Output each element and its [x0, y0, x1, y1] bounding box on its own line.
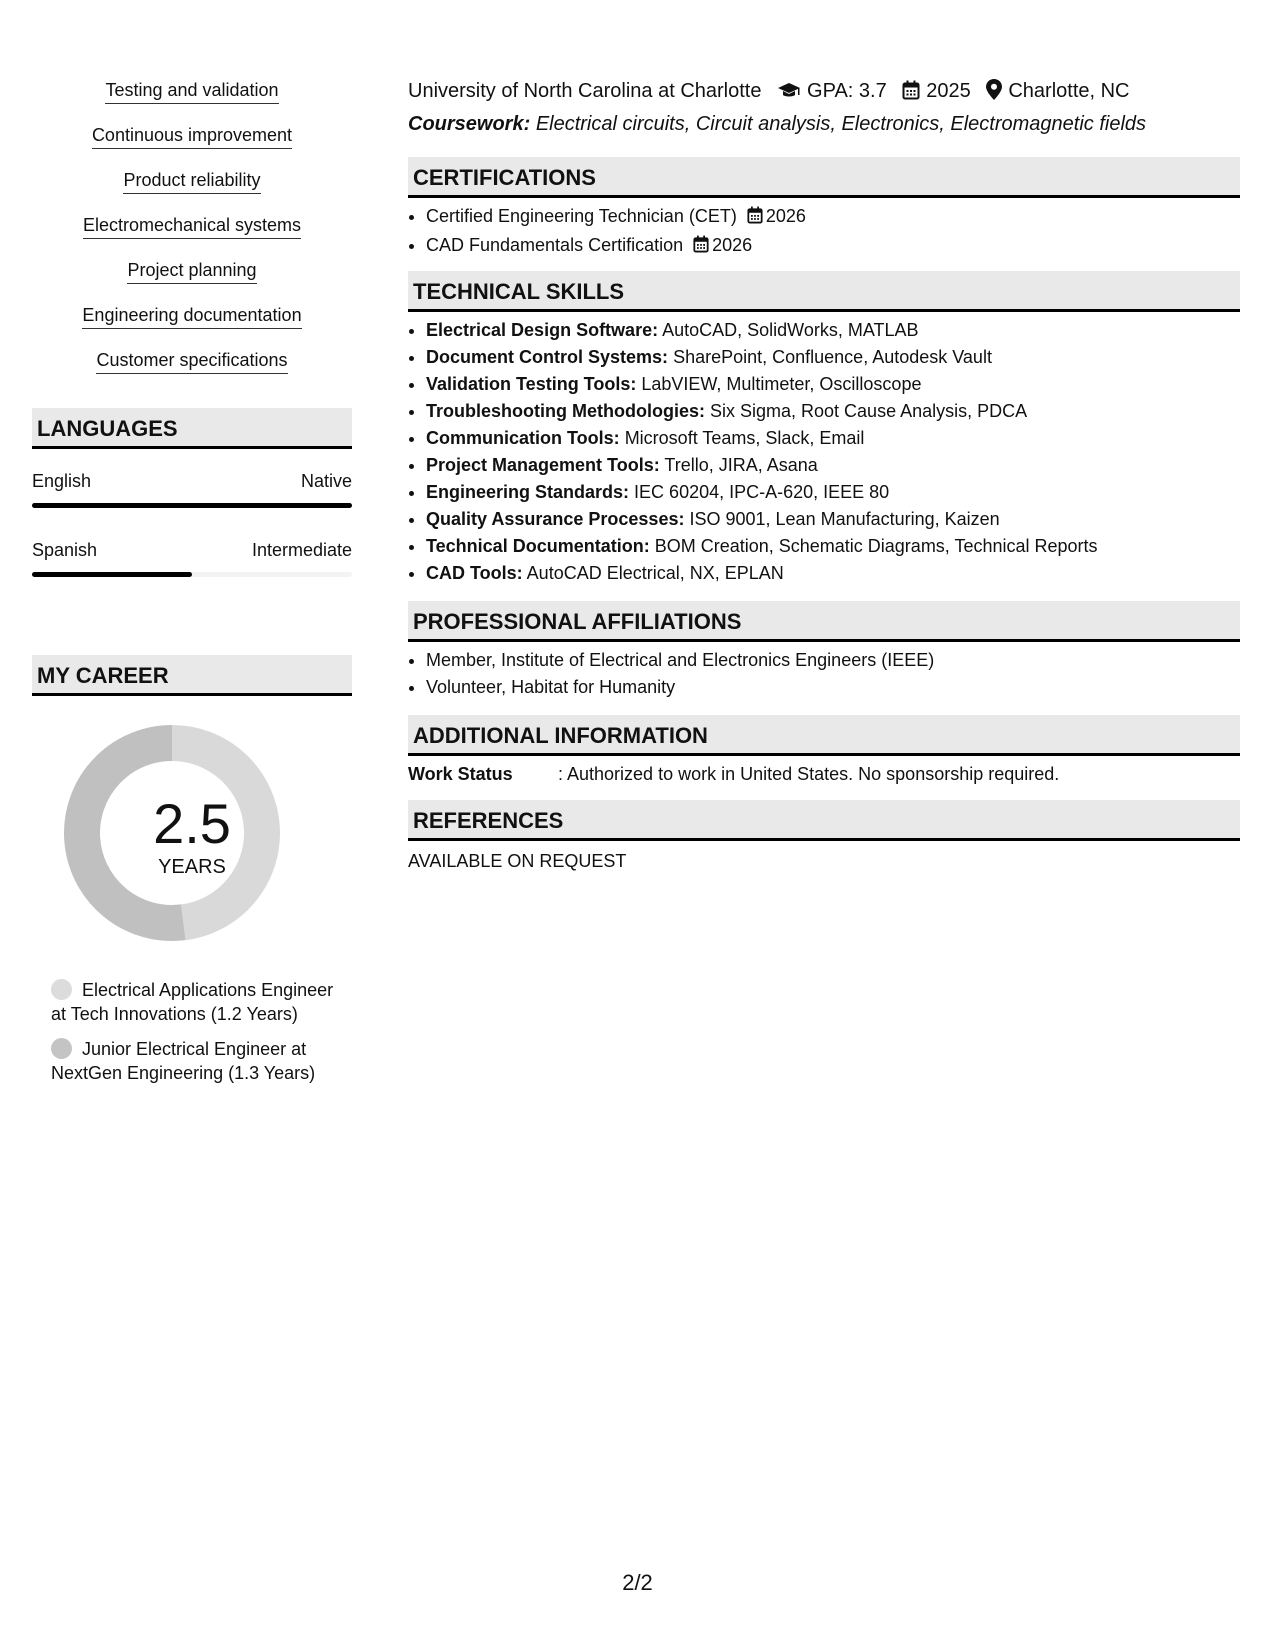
- languages-heading: LANGUAGES: [32, 408, 352, 449]
- technical-skill-item: • Electrical Design Software: AutoCAD, SolidWorks, MATLAB: [426, 317, 1240, 344]
- certifications-heading: CERTIFICATIONS: [408, 157, 1240, 198]
- calendar-icon: [902, 80, 920, 107]
- coursework-label: Coursework:: [408, 113, 531, 135]
- technical-skill-item: • Validation Testing Tools: LabVIEW, Multimeter, Oscilloscope: [426, 371, 1240, 398]
- legend-dot: [51, 979, 72, 1000]
- skill-item: Continuous improvement: [32, 123, 352, 149]
- technical-skill-item: • CAD Tools: AutoCAD Electrical, NX, EPLAN: [426, 560, 1240, 587]
- technical-skill-item: • Document Control Systems: SharePoint, Confluence, Autodesk Vault: [426, 344, 1240, 371]
- technical-skill-item: • Troubleshooting Methodologies: Six Sigma, Root Cause Analysis, PDCA: [426, 398, 1240, 425]
- technical-skill-item: • Project Management Tools: Trello, JIRA, Asana: [426, 452, 1240, 479]
- coursework: [408, 111, 1240, 137]
- certification-item: • CAD Fundamentals Certification 2026: [426, 232, 1240, 261]
- technical-skills-list: [408, 317, 1240, 587]
- career-total: 2.5: [153, 792, 231, 855]
- work-status-label: Work Status: [408, 764, 513, 784]
- certification-year: 2026: [712, 235, 753, 255]
- certifications-list: [408, 203, 1240, 261]
- skills-list: [32, 78, 352, 374]
- legend-dot: [51, 1038, 72, 1059]
- gpa: GPA: 3.7: [807, 80, 887, 102]
- skill-item: Testing and validation: [32, 78, 352, 104]
- skill-item: Electromechanical systems: [32, 213, 352, 239]
- affiliation-item: • Member, Institute of Electrical and Electronics Engineers (IEEE): [426, 647, 1240, 674]
- skill-item: Product reliability: [32, 168, 352, 194]
- affiliations-heading: PROFESSIONAL AFFILIATIONS: [408, 601, 1240, 642]
- skill-item: Project planning: [32, 258, 352, 284]
- calendar-icon: [747, 205, 763, 232]
- page-number: 2/2: [622, 1570, 653, 1595]
- career-legend: [51, 978, 341, 1085]
- language-level: Native: [300, 471, 352, 491]
- skill-item: Customer specifications: [32, 348, 352, 374]
- language-proficiency-fill: [32, 572, 192, 577]
- technical-skill-item: • Quality Assurance Processes: ISO 9001, Lean Manufacturing, Kaizen: [426, 506, 1240, 533]
- language-spanish: [32, 539, 352, 577]
- career-role: Electrical Applications Engineer at Tech Innovations (1.2 Years): [51, 980, 334, 1024]
- right-column: [408, 78, 1240, 873]
- education-line: [408, 78, 1240, 107]
- left-column: [32, 78, 352, 1096]
- language-proficiency-fill: [32, 503, 352, 508]
- career-donut: [32, 708, 352, 958]
- certification-year: 2026: [765, 206, 806, 226]
- technical-skill-item: • Engineering Standards: IEC 60204, IPC-A-620, IEEE 80: [426, 479, 1240, 506]
- career-heading: MY CAREER: [32, 655, 352, 696]
- work-status-value: : Authorized to work in United States. No sponsorship required.: [558, 764, 1060, 784]
- language-level: Intermediate: [251, 540, 352, 560]
- technical-skill-item: • Communication Tools: Microsoft Teams, Slack, Email: [426, 425, 1240, 452]
- language-proficiency-bar: [32, 503, 352, 508]
- additional-info-heading: ADDITIONAL INFORMATION: [408, 715, 1240, 756]
- language-name: English: [32, 471, 92, 491]
- work-status-row: [408, 762, 1240, 786]
- language-english: [32, 470, 352, 508]
- school-name: University of North Carolina at Charlotte: [408, 80, 762, 102]
- references-heading: REFERENCES: [408, 800, 1240, 841]
- graduation-year: 2025: [926, 80, 971, 102]
- language-name: Spanish: [32, 540, 98, 560]
- technical-skill-item: • Technical Documentation: BOM Creation, Schematic Diagrams, Technical Reports: [426, 533, 1240, 560]
- affiliation-item: • Volunteer, Habitat for Humanity: [426, 674, 1240, 701]
- skill-item: Engineering documentation: [32, 303, 352, 329]
- location-pin-icon: [986, 79, 1002, 107]
- career-role: Junior Electrical Engineer at NextGen Engineering (1.3 Years): [51, 1039, 316, 1083]
- coursework-text: Electrical circuits, Circuit analysis, Electronics, Electromagnetic fields: [535, 113, 1147, 135]
- language-proficiency-bar: [32, 572, 352, 577]
- career-unit: YEARS: [158, 856, 226, 878]
- location: Charlotte, NC: [1008, 80, 1130, 102]
- graduation-cap-icon: [777, 81, 801, 107]
- calendar-icon: [693, 234, 709, 261]
- certification-item: • Certified Engineering Technician (CET) 2026: [426, 203, 1240, 232]
- references-text: AVAILABLE ON REQUEST: [408, 851, 627, 871]
- affiliations-list: [408, 647, 1240, 701]
- technical-skills-heading: TECHNICAL SKILLS: [408, 271, 1240, 312]
